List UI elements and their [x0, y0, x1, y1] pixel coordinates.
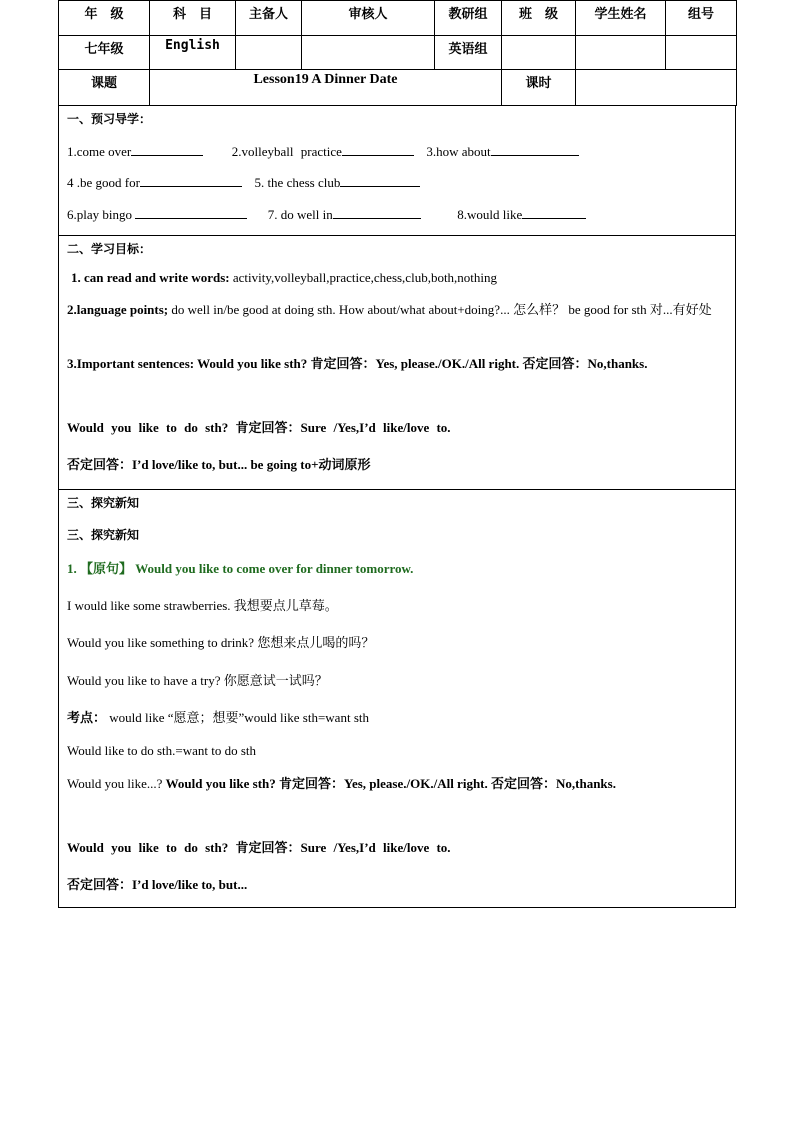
header-reviewer-label: 审核人 — [302, 1, 435, 36]
goals-title: 二、学习目标： — [67, 242, 152, 256]
example-3-cn: 你愿意试一试吗？ — [223, 674, 328, 689]
original-label: 1. 【原句】 — [67, 561, 133, 576]
example-2-en: Would you like something to drink? — [67, 635, 255, 650]
topic-label: 课题 — [59, 70, 150, 106]
example-3-en: Would you like to have a try? — [67, 673, 221, 688]
key-point-label: 考点： — [67, 710, 107, 725]
period-value[interactable] — [576, 70, 737, 106]
grade-value: 七年级 — [59, 36, 150, 70]
preparer-value[interactable] — [236, 36, 302, 70]
goal-1-text: activity,volleyball,practice,chess,club,both,nothing — [232, 270, 498, 285]
preview-item-7: 7. do well in — [267, 207, 333, 222]
explore-title-2: 三、探究新知 — [67, 528, 140, 542]
preview-row-1 — [67, 143, 727, 160]
preview-section — [58, 106, 736, 236]
header-grade-label: 年 级 — [59, 1, 150, 36]
example-2 — [67, 632, 727, 651]
blank-7[interactable] — [333, 206, 421, 219]
group-number-value[interactable] — [666, 36, 737, 70]
student-name-value[interactable] — [576, 36, 666, 70]
blank-1[interactable] — [131, 143, 203, 156]
research-group-value: 英语组 — [435, 36, 502, 70]
goal-2-text: do well in/be good at doing sth. How about/what about+doing?... 怎么样？ be good for sth 对...有好处 — [171, 302, 712, 317]
preview-item-4: 4 .be good for — [67, 175, 140, 190]
blank-4[interactable] — [140, 174, 242, 187]
example-1 — [67, 595, 727, 614]
example-3 — [67, 670, 727, 689]
preview-item-3: 3.how about — [426, 144, 491, 159]
key-point-2: Would like to do sth.=want to do sth — [67, 743, 257, 758]
goal-1-label: 1. can read and write words: — [71, 270, 230, 285]
explore-title-1: 三、探究新知 — [67, 496, 140, 510]
period-label: 课时 — [502, 70, 576, 106]
preview-item-5: 5. the chess club — [254, 175, 341, 190]
goal-3: 3.Important sentences: Would you like sth? 肯定回答：Yes, please./OK./All right. 否定回答：No,thanks. — [67, 356, 648, 371]
example-1-cn: 我想要点儿草莓。 — [233, 599, 338, 614]
goal-2 — [67, 299, 727, 321]
example-1-en: I would like some strawberries. — [67, 598, 231, 613]
goals-section — [58, 236, 736, 490]
preview-row-2 — [67, 174, 727, 191]
example-2-cn: 您想来点儿喝的吗？ — [257, 636, 375, 651]
preview-item-1: 1.come over — [67, 144, 132, 159]
header-table — [58, 0, 737, 106]
key-point-4: Would you like to do sth? 肯定回答：Sure /Yes,I’d like/love to. — [67, 840, 451, 855]
preview-item-2: 2.volleyball practice — [231, 144, 342, 159]
lesson-sheet — [58, 0, 736, 908]
header-class-label: 班 级 — [502, 1, 576, 36]
key-point-3 — [67, 773, 727, 795]
header-preparer-label: 主备人 — [236, 1, 302, 36]
goal-5: 否定回答：I’d love/like to, but... be going to+动词原形 — [67, 457, 371, 472]
subject-value: English — [150, 36, 236, 70]
goal-1 — [71, 270, 727, 286]
reviewer-value[interactable] — [302, 36, 435, 70]
blank-8[interactable] — [522, 206, 586, 219]
header-research-group-label: 教研组 — [435, 1, 502, 36]
goal-2-label: 2.language points; — [67, 302, 169, 317]
goal-4: Would you like to do sth? 肯定回答：Sure /Yes,I’d like/love to. — [67, 420, 451, 435]
preview-item-6: 6.play bingo — [67, 207, 132, 222]
blank-2[interactable] — [342, 143, 414, 156]
key-point-5: 否定回答：I’d love/like to, but... — [67, 877, 248, 892]
preview-title: 一、预习导学： — [67, 112, 152, 126]
class-value[interactable] — [502, 36, 576, 70]
blank-6[interactable] — [135, 206, 247, 219]
explore-section — [58, 490, 736, 908]
key-point-3-prefix: Would you like...? — [67, 776, 163, 791]
blank-3[interactable] — [491, 143, 579, 156]
original-text: Would you like to come over for dinner tomorrow. — [135, 561, 414, 576]
topic-value: Lesson19 A Dinner Date — [150, 70, 502, 106]
preview-item-8: 8.would like — [457, 207, 523, 222]
preview-row-3 — [67, 206, 727, 223]
key-point-3-text: Would you like sth? 肯定回答：Yes, please./OK./All right. 否定回答：No,thanks. — [165, 776, 616, 791]
original-sentence — [67, 558, 727, 577]
key-point-text: would like “愿意；想要”would like sth=want sth — [109, 710, 369, 725]
header-subject-label: 科 目 — [150, 1, 236, 36]
header-group-number-label: 组号 — [666, 1, 737, 36]
key-point — [67, 707, 727, 726]
header-student-name-label: 学生姓名 — [576, 1, 666, 36]
blank-5[interactable] — [340, 174, 420, 187]
